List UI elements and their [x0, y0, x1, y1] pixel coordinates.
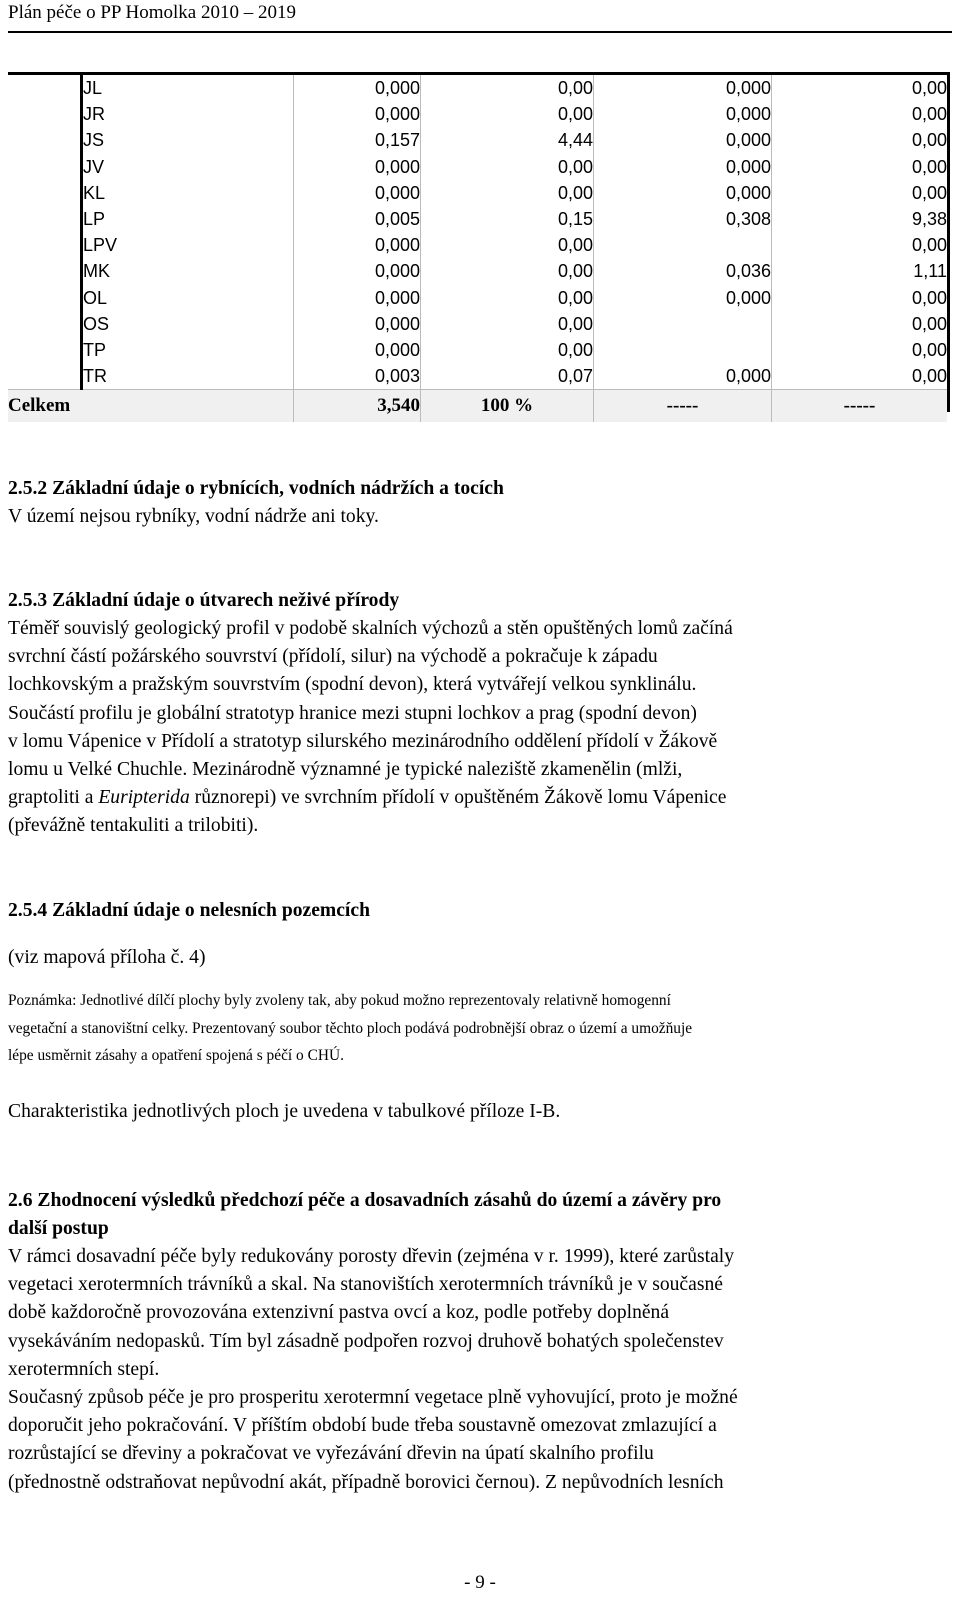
table-row: [8, 311, 947, 337]
row-value-cell: 0,00: [421, 285, 594, 311]
map-reference: (viz mapová příloha č. 4): [8, 947, 206, 968]
body-line: (převážně tentakuliti a trilobiti).: [8, 815, 259, 837]
table-row: [8, 180, 947, 206]
body-line: Součástí profilu je globální stratotyp hranice mezi stupni lochkov a prag (spodní devon): [8, 702, 697, 724]
row-value-cell: [594, 311, 772, 337]
section-2-5-2-text: V území nejsou rybníky, vodní nádrže ani toky.: [8, 506, 379, 527]
area-table-grid: [8, 75, 947, 422]
row-value-cell: 0,000: [594, 154, 772, 180]
row-value-cell: 0,000: [594, 180, 772, 206]
section-2-5-2-heading: 2.5.2 Základní údaje o rybnících, vodních nádržích a tocích: [8, 478, 504, 499]
row-value-cell: 0,000: [594, 101, 772, 127]
row-value-cell: 0,00: [772, 180, 948, 206]
row-code-cell: TR: [82, 363, 294, 390]
row-value-cell: 0,000: [294, 154, 421, 180]
row-value-cell: 0,000: [294, 180, 421, 206]
row-indent: [8, 75, 82, 101]
body-text: graptoliti a: [8, 787, 99, 809]
note-block: [8, 987, 934, 1070]
row-code-cell: JL: [82, 75, 294, 101]
section-2-5-4-heading: 2.5.4 Základní údaje o nelesních pozemcích: [8, 900, 370, 921]
row-value-cell: 0,00: [421, 311, 594, 337]
taxon-name: Euripterida: [98, 787, 190, 809]
section-2-6-heading: [8, 1187, 934, 1243]
row-value-cell: 0,000: [294, 232, 421, 258]
body-line: rozrůstající se dřeviny a pokračovat ve vyřezávání dřevin na úpatí skalního profilu: [8, 1443, 654, 1465]
row-value-cell: 0,15: [421, 206, 594, 232]
row-indent: [8, 101, 82, 127]
row-value-cell: 0,00: [772, 363, 948, 390]
body-line: době každoročně provozována extenzivní pastva ovcí a koz, podle potřeby doplněná: [8, 1302, 670, 1324]
row-value-cell: 0,000: [594, 75, 772, 101]
row-value-cell: 0,00: [772, 311, 948, 337]
row-code-cell: KL: [82, 180, 294, 206]
row-value-cell: 0,00: [772, 285, 948, 311]
row-value-cell: 0,000: [294, 101, 421, 127]
row-value-cell: 1,11: [772, 258, 948, 284]
table-row: [8, 127, 947, 153]
row-value-cell: 0,000: [294, 337, 421, 363]
body-line: xerotermních stepí.: [8, 1358, 160, 1380]
table-row: [8, 232, 947, 258]
row-indent: [8, 311, 82, 337]
row-code-cell: OL: [82, 285, 294, 311]
row-value-cell: 0,000: [294, 75, 421, 101]
row-value-cell: 0,00: [421, 232, 594, 258]
body-line: v lomu Vápenice v Přídolí a stratotyp silurského mezinárodního oddělení přídolí v Žákově: [8, 730, 718, 752]
row-value-cell: 0,000: [594, 363, 772, 390]
row-value-cell: 0,157: [294, 127, 421, 153]
total-value-cell: -----: [594, 390, 772, 423]
row-value-cell: 0,00: [421, 101, 594, 127]
body-line: vegetaci xerotermních trávníků a skal. Na stanovištích xerotermních trávníků je v současné: [8, 1274, 723, 1296]
row-value-cell: 0,00: [421, 337, 594, 363]
row-code-cell: LPV: [82, 232, 294, 258]
row-code-cell: JR: [82, 101, 294, 127]
row-indent: [8, 258, 82, 284]
row-value-cell: 0,00: [421, 180, 594, 206]
note-line: Poznámka: Jednotlivé dílčí plochy byly zvoleny tak, aby pokud možno reprezentovaly relativně homogenní: [8, 992, 671, 1009]
row-value-cell: 0,00: [772, 337, 948, 363]
row-value-cell: 0,000: [294, 285, 421, 311]
row-indent: [8, 337, 82, 363]
body-line: V rámci dosavadní péče byly redukovány porosty dřevin (zejména v r. 1999), které zarůstaly: [8, 1246, 735, 1267]
body-line: lomu u Velké Chuchle. Mezinárodně významné je typické naleziště zkamenělin (mlži,: [8, 759, 683, 781]
body-line: [8, 784, 934, 812]
table-row: [8, 101, 947, 127]
table-row: [8, 258, 947, 284]
row-value-cell: [594, 337, 772, 363]
row-value-cell: 0,036: [594, 258, 772, 284]
table-row: [8, 285, 947, 311]
body-line: svrchní částí požárského souvrství (přídolí, silur) na východě a pokračuje k západu: [8, 646, 658, 668]
table-row: [8, 206, 947, 232]
table-row: [8, 337, 947, 363]
total-row: [8, 390, 947, 423]
row-value-cell: 0,000: [294, 258, 421, 284]
body-line: vysekáváním nedopasků. Tím byl zásadně podpořen rozvoj druhově bohatých společenstev: [8, 1330, 724, 1352]
section-2-6-body: [8, 1243, 934, 1497]
row-code-cell: MK: [82, 258, 294, 284]
row-value-cell: 0,07: [421, 363, 594, 390]
row-code-cell: OS: [82, 311, 294, 337]
row-code-cell: JV: [82, 154, 294, 180]
row-indent: [8, 154, 82, 180]
table-row: [8, 363, 947, 390]
row-indent: [8, 363, 82, 390]
row-value-cell: 0,00: [772, 127, 948, 153]
body-line: lochkovským a pražským souvrstvím (spodní devon), která vytvářejí velkou synklinálu.: [8, 674, 697, 696]
body-line: doporučit jeho pokračování. V příštím období bude třeba soustavně omezovat zmlazující a: [8, 1415, 717, 1437]
total-value-cell: 100 %: [421, 390, 594, 423]
row-value-cell: 0,00: [772, 232, 948, 258]
note-line: vegetační a stanovištní celky. Prezentovaný soubor těchto ploch podává podrobnější obraz o území a umožňuje: [8, 1019, 693, 1037]
total-value-cell: 3,540: [294, 390, 421, 423]
row-code-cell: TP: [82, 337, 294, 363]
row-value-cell: 4,44: [421, 127, 594, 153]
row-indent: [8, 285, 82, 311]
row-code-cell: JS: [82, 127, 294, 153]
heading-line: 2.6 Zhodnocení výsledků předchozí péče a dosavadních zásahů do území a závěry pro: [8, 1190, 722, 1211]
row-value-cell: 0,003: [294, 363, 421, 390]
row-value-cell: 0,00: [421, 75, 594, 101]
body-line: Současný způsob péče je pro prosperitu xerotermní vegetace plně vyhovující, proto je možné: [8, 1387, 738, 1409]
row-value-cell: 0,00: [421, 258, 594, 284]
area-table: [8, 72, 950, 417]
body-line: (přednostně odstraňovat nepůvodní akát, případně borovici černou). Z nepůvodních lesních: [8, 1471, 724, 1493]
table-row: [8, 75, 947, 101]
characteristics-text: Charakteristika jednotlivých ploch je uvedena v tabulkové příloze I-B.: [8, 1101, 561, 1122]
heading-line: další postup: [8, 1218, 109, 1240]
header-rule: [8, 31, 952, 33]
total-label-cell: Celkem: [8, 390, 294, 423]
table-row: [8, 154, 947, 180]
section-2-5-3-body: [8, 615, 934, 841]
body-line: Téměř souvislý geologický profil v podobě skalních výchozů a stěn opuštěných lomů začíná: [8, 618, 733, 639]
row-value-cell: 0,00: [772, 154, 948, 180]
total-value-cell: -----: [772, 390, 948, 423]
section-2-5-3-heading: 2.5.3 Základní údaje o útvarech neživé přírody: [8, 590, 400, 611]
page-header: Plán péče o PP Homolka 2010 – 2019: [8, 2, 296, 23]
row-indent: [8, 232, 82, 258]
row-indent: [8, 127, 82, 153]
row-value-cell: [594, 232, 772, 258]
row-indent: [8, 180, 82, 206]
row-value-cell: 0,00: [772, 75, 948, 101]
row-code-cell: LP: [82, 206, 294, 232]
row-value-cell: 9,38: [772, 206, 948, 232]
row-value-cell: 0,308: [594, 206, 772, 232]
row-value-cell: 0,000: [594, 127, 772, 153]
note-line: lépe usměrnit zásahy a opatření spojená s péčí o CHÚ.: [8, 1047, 344, 1064]
page-number: - 9 -: [464, 1572, 496, 1593]
row-value-cell: 0,00: [421, 154, 594, 180]
row-value-cell: 0,005: [294, 206, 421, 232]
row-value-cell: 0,000: [294, 311, 421, 337]
row-indent: [8, 206, 82, 232]
row-value-cell: 0,000: [594, 285, 772, 311]
body-text: různorepi) ve svrchním přídolí v opuštěném Žákově lomu Vápenice: [189, 787, 727, 809]
row-value-cell: 0,00: [772, 101, 948, 127]
